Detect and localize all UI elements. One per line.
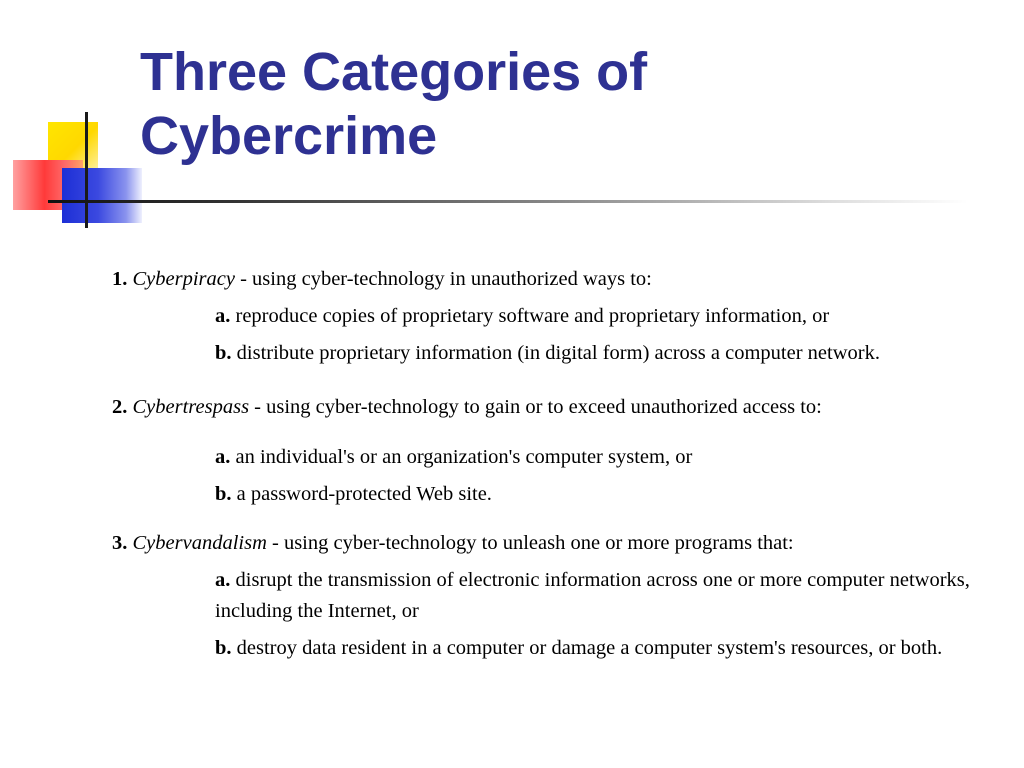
blue-square (62, 168, 142, 223)
item-letter: b. (215, 637, 232, 659)
category-cybervandalism (112, 528, 1012, 664)
item-letter: a. (215, 305, 231, 327)
category-number: 1. (112, 268, 128, 290)
slide-title-line2: Cybercrime (140, 106, 438, 166)
category-heading (112, 264, 1012, 295)
item-letter: b. (215, 342, 232, 364)
category-heading (112, 392, 1012, 423)
category-description: - using cyber-technology to unleash one or more programs that: (266, 532, 794, 554)
list-item (112, 442, 1005, 473)
title-underline (48, 200, 968, 203)
category-name: Cybertrespass (132, 396, 250, 418)
item-text: reproduce copies of proprietary software and proprietary information, or (230, 305, 830, 327)
item-letter: a. (215, 569, 231, 591)
slide-title (140, 40, 1000, 168)
category-name: Cyberpiracy (132, 268, 235, 290)
list-item (112, 479, 1005, 510)
item-letter: b. (215, 483, 232, 505)
category-description: - using cyber-technology to gain or to exceed unauthorized access to: (249, 396, 822, 418)
list-item (112, 565, 1005, 627)
item-text: destroy data resident in a computer or damage a computer system's resources, or both. (231, 637, 943, 659)
slide-title-line1: Three Categories of (140, 42, 648, 102)
item-text: an individual's or an organization's computer system, or (230, 446, 693, 468)
list-item (112, 301, 1005, 332)
category-name: Cybervandalism (132, 532, 267, 554)
slide-content (112, 264, 1012, 664)
item-text: distribute proprietary information (in digital form) across a computer network. (231, 342, 880, 364)
category-cybertrespass (112, 392, 1012, 510)
item-letter: a. (215, 446, 231, 468)
category-cyberpiracy (112, 264, 1012, 369)
list-item (112, 338, 1005, 369)
vertical-divider (85, 112, 88, 228)
item-text: disrupt the transmission of electronic information across one or more computer networks, including the Internet, or (215, 569, 970, 622)
category-description: - using cyber-technology in unauthorized ways to: (234, 268, 652, 290)
decorative-logo (0, 0, 160, 240)
category-number: 3. (112, 532, 128, 554)
item-text: a password-protected Web site. (231, 483, 492, 505)
category-number: 2. (112, 396, 128, 418)
category-heading (112, 528, 1012, 559)
list-item (112, 633, 1005, 664)
